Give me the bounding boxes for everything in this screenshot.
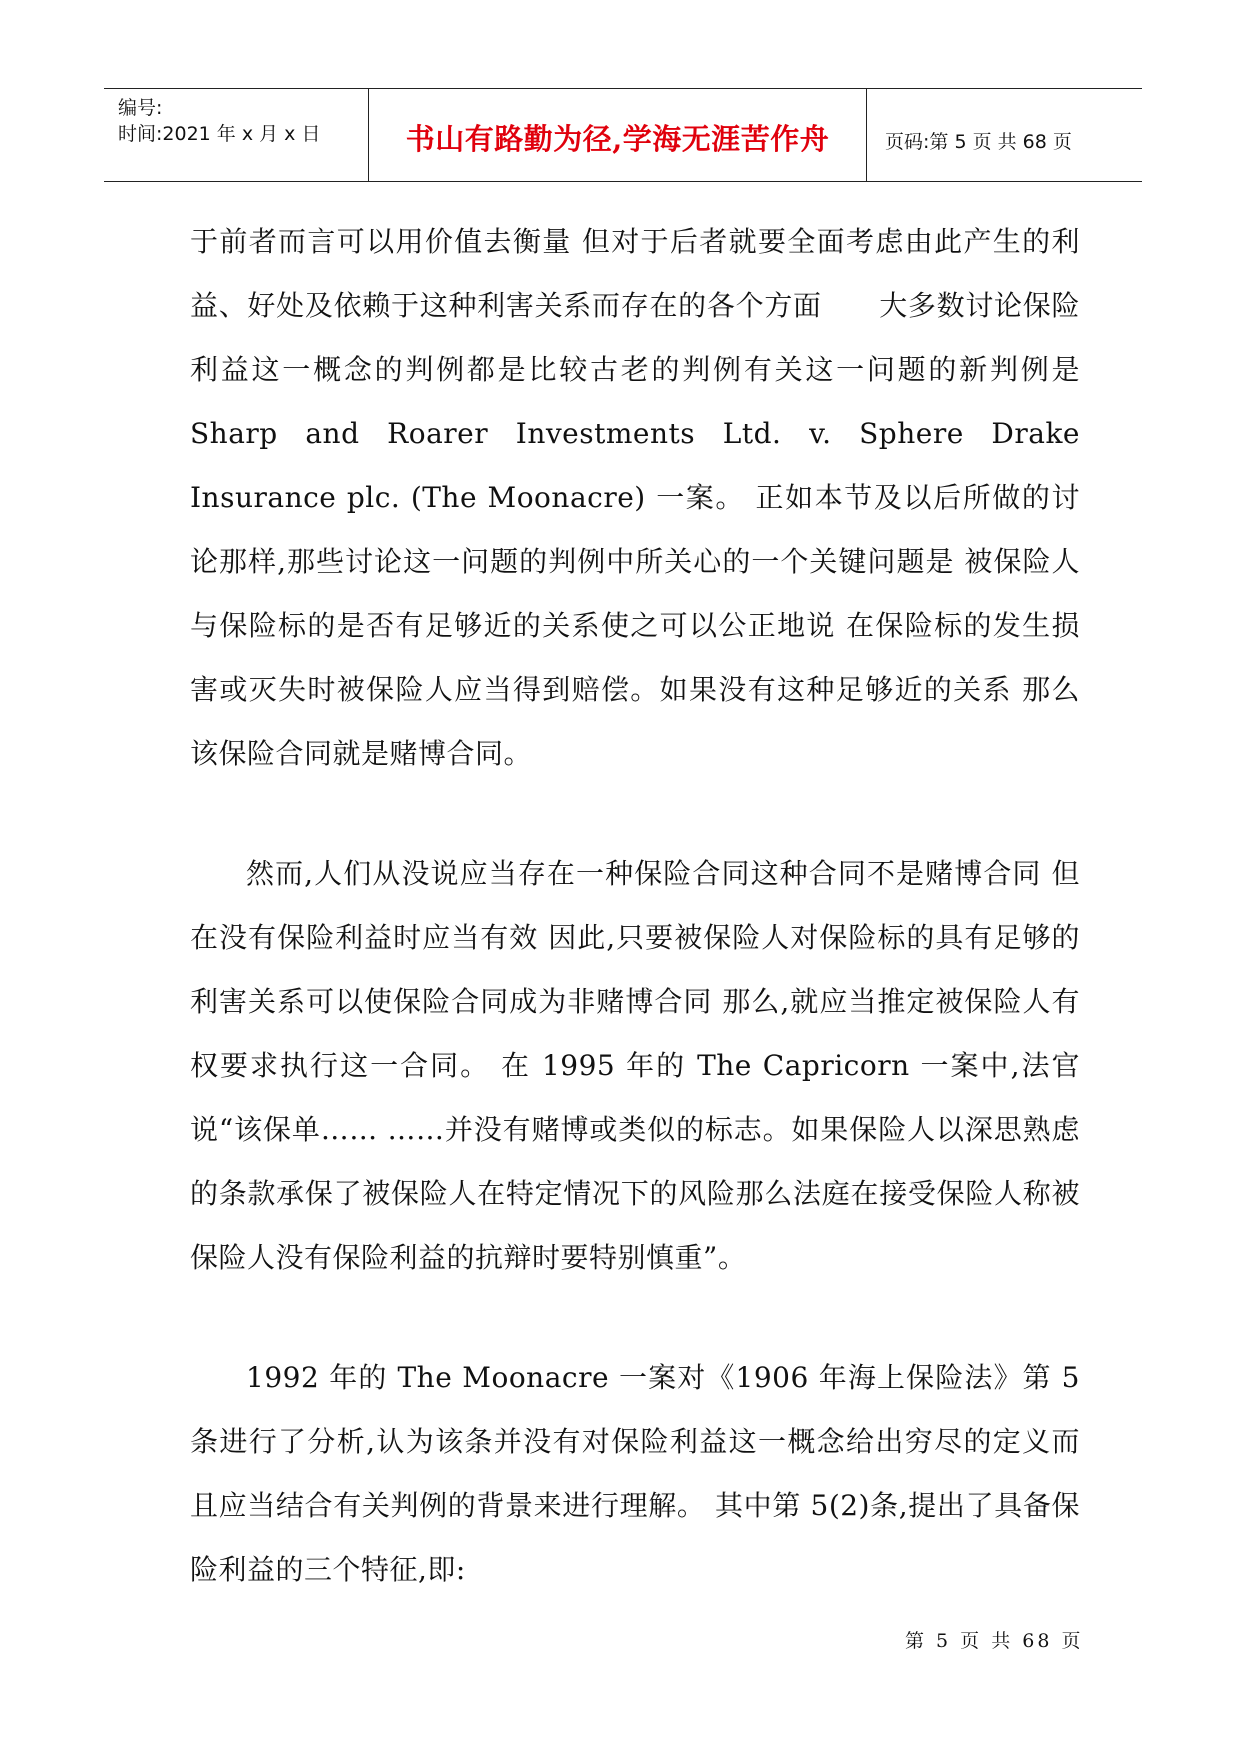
document-number-label: 编号: [118,97,163,119]
header-info-cell [104,89,369,181]
document-body [190,210,1080,1602]
motto-text: 书山有路勤为径,学海无涯苦作舟 [405,122,830,156]
paragraph-1: 于前者而言可以用价值去衡量 但对于后者就要全面考虑由此产生的利益、好处及依赖于这种利害关系而存在的各个方面 大多数讨论保险利益这一概念的判例都是比较古老的判例有关这一问题的新判例是 Sharp and Roarer Investments Ltd. v. Sphere Drake Insurance plc. (The Moonacre) 一案。 正如本节及以后所做的讨论那样,那些讨论这一问题的判例中所关心的一个关键问题是 被保险人与保险标的是否有足够近的关系使之可以公正地说 在保险标的发生损害或灭失时被保险人应当得到赔偿。如果没有这种足够近的关系 那么该保险合同就是赌博合同。 [190,225,1080,770]
header-motto-cell [369,89,867,181]
header-table [104,88,1142,182]
header-page-code: 页码:第 5 页 共 68 页 [885,131,1072,153]
paragraph-2: 然而,人们从没说应当存在一种保险合同这种合同不是赌博合同 但在没有保险利益时应当有效 因此,只要被保险人对保险标的具有足够的利害关系可以使保险合同成为非赌博合同 那么,就应当推定被保险人有权要求执行这一合同。 在 1995 年的 The Capricorn 一案中,法官说“该保单…… ……并没有赌博或类似的标志。如果保险人以深思熟虑的条款承保了被保险人在特定情况下的风险那么法庭在接受保险人称被保险人没有保险利益的抗辩时要特别慎重”。 [190,857,1080,1274]
header-page-cell [867,89,1142,181]
paragraph-3: 1992 年的 The Moonacre 一案对《1906 年海上保险法》第 5 条进行了分析,认为该条并没有对保险利益这一概念给出穷尽的定义而且应当结合有关判例的背景来进行理解。 其中第 5(2)条,提出了具备保险利益的三个特征,即: [190,1361,1080,1586]
paragraph-spacer [190,1290,1080,1346]
paragraph-spacer [190,786,1080,842]
document-date-label: 时间:2021 年 x 月 x 日 [118,123,321,145]
footer-page-number: 第 5 页 共 68 页 [905,1630,1084,1652]
